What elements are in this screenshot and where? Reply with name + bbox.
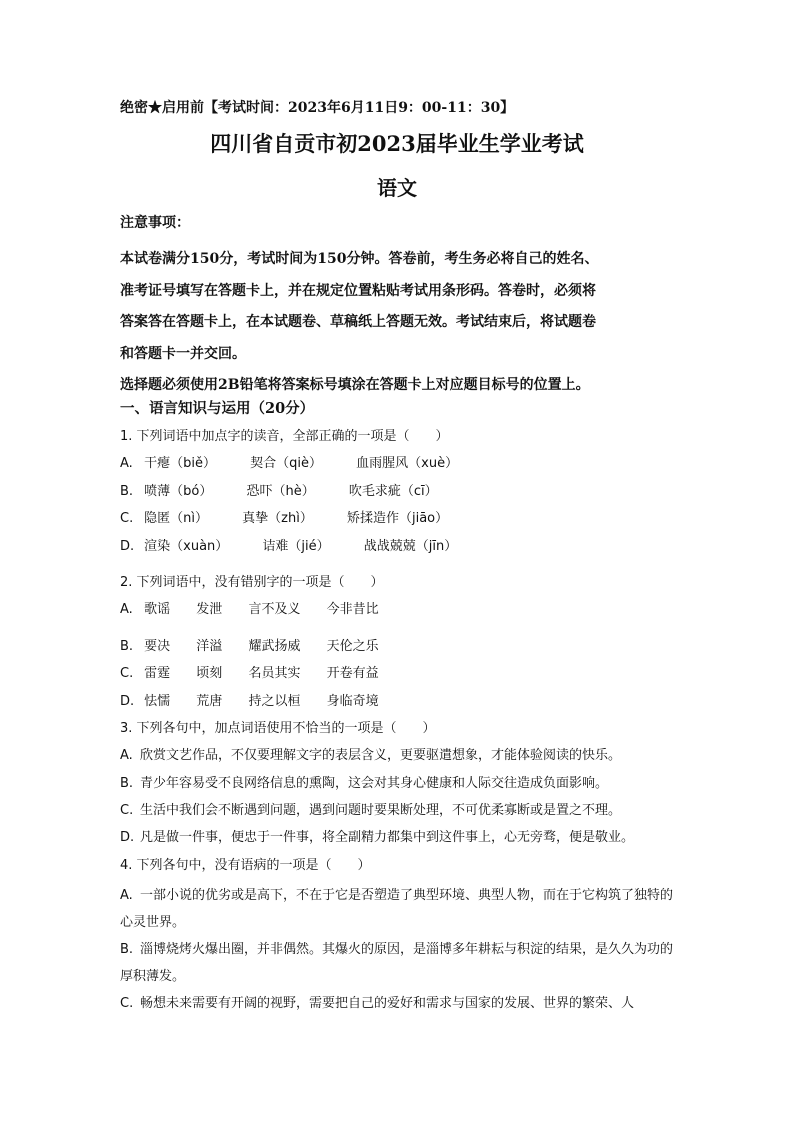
exam-notes xyxy=(120,212,680,402)
answer-option xyxy=(120,481,680,508)
option-text: 淄博烧烤火爆出圈，并非偶然。其爆火的原因，是淄博多年耕耘与积淀的结果，是久久为功的厚积薄发。 xyxy=(120,942,674,985)
notes-line: 和答题卡一并交回。 xyxy=(120,345,246,362)
option-word: 荒唐 xyxy=(196,693,223,709)
option-word: 干瘪（biě） xyxy=(144,456,217,472)
notes-line: 本试卷满分150分，考试时间为150分钟。答卷前，考生务必将自己的姓名、 xyxy=(120,251,599,267)
answer-option xyxy=(120,453,680,480)
option-word: 顷刻 xyxy=(196,666,223,682)
answer-option xyxy=(120,636,680,663)
notes-line: 选择题必须使用2B铅笔将答案标号填涂在答题卡上对应题目标号的位置上。 xyxy=(120,377,590,393)
answer-option xyxy=(120,745,680,772)
answer-option xyxy=(120,800,680,827)
exam-title: 四川省自贡市初2023届毕业生学业考试 xyxy=(210,131,584,156)
section-heading: 一、语言知识与运用（20分） xyxy=(120,400,315,417)
option-label: B. xyxy=(120,775,134,791)
option-label: A. xyxy=(120,602,133,618)
answer-option xyxy=(120,936,680,990)
answer-option xyxy=(120,827,680,854)
question-list xyxy=(120,426,680,1017)
option-label: D. xyxy=(120,693,135,709)
option-word: 怯懦 xyxy=(144,693,171,709)
answer-option xyxy=(120,599,680,626)
option-word: 矫揉造作（jiāo） xyxy=(346,511,449,527)
answer-option xyxy=(120,773,680,800)
option-word: 言不及义 xyxy=(248,602,301,618)
option-word: 战战兢兢（jīn） xyxy=(363,538,458,554)
question-stem: 1. 下列词语中加点字的读音，全部正确的一项是（ ） xyxy=(120,429,449,444)
option-word: 契合（qiè） xyxy=(250,456,323,472)
option-word: 恐吓（hè） xyxy=(246,483,315,499)
option-text: 欣赏文艺作品，不仅要理解文字的表层含义，更要驱遣想象，才能体验阅读的快乐。 xyxy=(140,748,622,764)
option-word: 身临奇境 xyxy=(326,693,379,709)
option-word: 雷霆 xyxy=(144,666,171,682)
option-label: B. xyxy=(120,638,134,654)
option-label: C. xyxy=(120,803,134,819)
answer-option xyxy=(120,882,680,936)
option-word: 歌谣 xyxy=(144,602,171,618)
option-label: D. xyxy=(120,830,135,846)
option-word: 开卷有益 xyxy=(326,666,379,682)
option-word: 血雨腥风（xuè） xyxy=(356,456,459,472)
notes-line: 准考证号填写在答题卡上，并在规定位置粘贴考试用条形码。答卷时，必须将 xyxy=(120,282,596,299)
answer-option xyxy=(120,691,680,718)
confidential-note: 绝密★启用前【考试时间：2023年6月11日9：00-11：30】 xyxy=(120,100,515,116)
option-label: A. xyxy=(120,888,133,904)
option-word: 持之以桓 xyxy=(248,693,301,709)
option-text: 青少年容易受不良网络信息的熏陶，这会对其身心健康和人际交往造成负面影响。 xyxy=(140,775,609,791)
answer-option xyxy=(120,508,680,535)
option-word: 喷薄（bó） xyxy=(144,483,213,499)
option-word: 洋溢 xyxy=(196,638,223,654)
option-word: 名员其实 xyxy=(248,666,301,682)
option-word: 吹毛求疵（cī） xyxy=(348,483,438,499)
option-word: 渲染（xuàn） xyxy=(144,538,229,554)
option-word: 要决 xyxy=(144,638,171,654)
option-word: 发泄 xyxy=(196,602,223,618)
option-word: 隐匿（nì） xyxy=(144,511,208,527)
subject-title: 语文 xyxy=(377,176,417,200)
option-label: C. xyxy=(120,511,134,527)
question-stem: 4. 下列各句中，没有语病的一项是（ ） xyxy=(120,857,371,873)
option-text: 畅想未来需要有开阔的视野，需要把自己的爱好和需求与国家的发展、世界的繁荣、人 xyxy=(140,996,635,1012)
option-text: 生活中我们会不断遇到问题，遇到问题时要果断处理，不可优柔寡断或是置之不理。 xyxy=(140,803,622,819)
option-label: C. xyxy=(120,996,134,1012)
option-label: A. xyxy=(120,748,133,764)
option-label: C. xyxy=(120,666,134,682)
option-text: 凡是做一件事，便忠于一件事，将全副精力都集中到这件事上，心无旁骛，便是敬业。 xyxy=(140,830,635,846)
option-label: B. xyxy=(120,483,134,499)
option-label: D. xyxy=(120,538,135,554)
notes-line: 答案答在答题卡上，在本试题卷、草稿纸上答题无效。考试结束后，将试题卷 xyxy=(120,314,596,330)
answer-option xyxy=(120,536,680,563)
option-label: B. xyxy=(120,942,134,958)
question-stem: 2. 下列词语中，没有错别字的一项是（ ） xyxy=(120,574,384,590)
option-word: 今非昔比 xyxy=(326,602,379,618)
option-text: 一部小说的优劣或是高下，不在于它是否塑造了典型环境、典型人物，而在于它构筑了独特的心灵世界。 xyxy=(120,888,674,931)
notes-heading: 注意事项： xyxy=(120,215,190,231)
option-word: 耀武扬威 xyxy=(248,638,301,654)
option-word: 真挚（zhì） xyxy=(242,511,313,527)
answer-option xyxy=(120,663,680,690)
option-word: 诘难（jié） xyxy=(262,538,330,554)
option-label: A. xyxy=(120,456,133,472)
option-word: 天伦之乐 xyxy=(326,638,379,654)
question-stem: 3. 下列各句中，加点词语使用不恰当的一项是（ ） xyxy=(120,720,436,736)
answer-option xyxy=(120,990,680,1017)
